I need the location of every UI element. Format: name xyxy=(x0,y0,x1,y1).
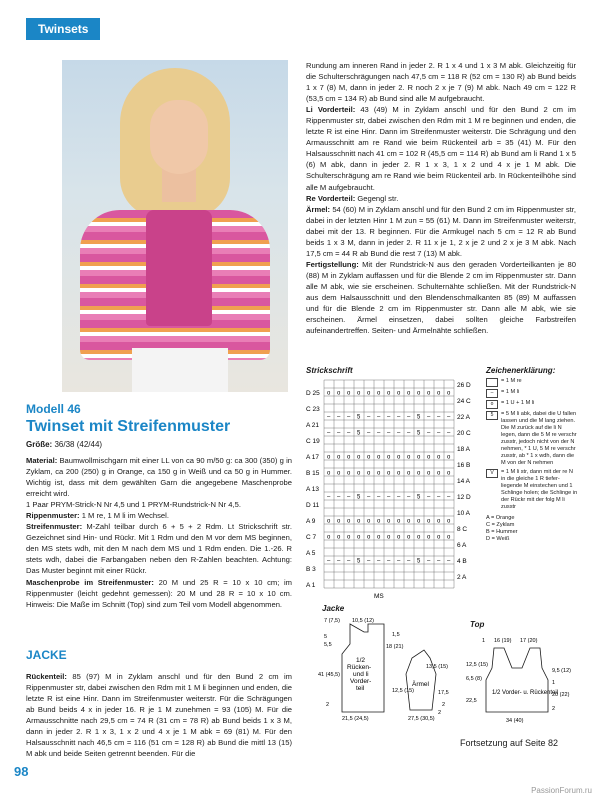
chart-row-label: A 21 xyxy=(306,422,320,429)
chart-row-label: 18 A xyxy=(457,446,471,453)
chart-symbol: o xyxy=(407,390,411,397)
chart-grid xyxy=(324,380,454,588)
chart-symbol: – xyxy=(337,414,341,421)
chart-symbol: o xyxy=(337,470,341,477)
legend-item: o = 1 U + 1 M li xyxy=(486,400,578,409)
top-schematic xyxy=(464,628,584,724)
jacke-back-label: 1/2 Rücken-und li Vorder-teil xyxy=(347,657,372,692)
svg-text:17 (20): 17 (20) xyxy=(520,638,538,644)
color-key-item: D = Weiß xyxy=(486,536,510,542)
chart-symbol: o xyxy=(447,390,451,397)
jacke-schematic xyxy=(306,614,466,724)
chart-row-label: C 7 xyxy=(306,534,317,541)
chart-symbol: – xyxy=(337,558,341,565)
chart-symbol: o xyxy=(347,534,351,541)
chart-symbol: – xyxy=(427,494,431,501)
chart-symbol: o xyxy=(397,390,401,397)
paragraph: Fertigstellung: Mit der Rundstrick-N aus den geraden Vorderteilkanten je 80 (88) M in Zyklam auffassen und für die Blende 2 cm im Rippenmuster str. Dann alle M abk, wie sie erscheinen. Schulternähte schließen. Mit der Rundstrick-N aus dem Halsausschnitt und den Blendenschmalkanten 85 (89) M auffassen und für die Blende 2 cm im Rippenmuster str. Dann alle M abk, wie sie erscheinen. Ärmel einsetzen, dabei sollten gleiche Farbstreifen aufeinandertreffen. Seiten- und Ärmelnähte schließen. xyxy=(306,259,576,336)
chart-symbol: – xyxy=(437,430,441,437)
chart-symbol: o xyxy=(367,534,371,541)
chart-symbol: o xyxy=(427,470,431,477)
chart-symbol: o xyxy=(337,534,341,541)
chart-symbol: – xyxy=(367,414,371,421)
chart-symbol: – xyxy=(387,414,391,421)
legend-item: – = 1 M li xyxy=(486,389,578,398)
chart-symbol: – xyxy=(377,558,381,565)
chart-row-label: 2 A xyxy=(457,574,467,581)
chart-symbol: o xyxy=(447,518,451,525)
chart-symbol: o xyxy=(437,534,441,541)
paragraph: Rundung am inneren Rand in jeder 2. R 1 x 4 und 1 x 3 M abk. Gleichzeitig für die Schulterschrägungen nach 47,5 cm = 118 R (52 cm = 130 R) ab Bund beids 1 x 7 (8) M, dann in jeder 2. R noch 2 x je 7 (9) M abk. Nach 49 cm = 122 R (53,5 cm = 134 R) ab Bund sind alle M aufgebraucht. xyxy=(306,61,576,104)
chart-symbol: o xyxy=(417,470,421,477)
svg-text:6,5 (8): 6,5 (8) xyxy=(466,676,482,682)
chart-symbol: – xyxy=(407,430,411,437)
size-label: Größe: xyxy=(26,440,53,449)
chart-symbol: o xyxy=(387,390,391,397)
chart-symbol: o xyxy=(397,470,401,477)
chart-symbol: o xyxy=(397,534,401,541)
chart-symbol: – xyxy=(407,558,411,565)
chart-symbol: o xyxy=(437,454,441,461)
chart-symbol: o xyxy=(447,454,451,461)
chart-symbol: o xyxy=(437,518,441,525)
chart-symbol: o xyxy=(417,518,421,525)
chart-row-label: 24 C xyxy=(457,398,471,405)
chart-symbol: – xyxy=(377,414,381,421)
chart-row-label: 12 D xyxy=(457,494,471,501)
chart-symbol: o xyxy=(377,454,381,461)
svg-text:12,5 (15): 12,5 (15) xyxy=(392,688,415,694)
instructions-left xyxy=(26,455,292,610)
chart-symbol: o xyxy=(337,518,341,525)
chart-symbol: o xyxy=(417,454,421,461)
svg-text:34 (40): 34 (40) xyxy=(506,718,524,724)
svg-text:27,5 (30,5): 27,5 (30,5) xyxy=(408,716,435,722)
chart-symbol: o xyxy=(357,518,361,525)
svg-text:2: 2 xyxy=(442,702,446,708)
chart-symbol: – xyxy=(347,430,351,437)
photo-jeans xyxy=(132,348,228,392)
chart-row-label: 14 A xyxy=(457,478,471,485)
schematic-label-top: Top xyxy=(470,620,485,629)
chart-symbol: o xyxy=(347,390,351,397)
chart-symbol: – xyxy=(377,494,381,501)
chart-symbol: – xyxy=(387,494,391,501)
legend xyxy=(486,378,578,543)
chart-symbol: o xyxy=(327,390,331,397)
svg-text:9,5 (12): 9,5 (12) xyxy=(552,668,571,674)
chart-symbol: – xyxy=(327,430,331,437)
schematic-label-jacke: Jacke xyxy=(322,604,345,613)
chart-symbol: o xyxy=(387,454,391,461)
chart-symbol: – xyxy=(327,494,331,501)
svg-text:13,5 (15): 13,5 (15) xyxy=(426,664,449,670)
chart-row-label: B 15 xyxy=(306,470,320,477)
chart-symbol: o xyxy=(387,518,391,525)
chart-row-label: 22 A xyxy=(457,414,471,421)
chart-symbol: o xyxy=(377,470,381,477)
chart-symbol: o xyxy=(437,390,441,397)
chart-symbol: o xyxy=(357,534,361,541)
paragraph: 1 Paar PRYM-Strick-N Nr 4,5 und 1 PRYM-Rundstrick-N Nr 4,5. xyxy=(26,500,241,510)
chart-symbol: o xyxy=(327,518,331,525)
paragraph: Ärmel: 54 (60) M in Zyklam anschl und für den Bund 2 cm im Rippenmuster str, dabei in der letzten Hinr 1 M zun = 55 (61) M. Dann im Streifenmuster weiterstr, dabei mit der 13. R beginnen. Für die Armkugel nach 5 cm = 12 R ab Bund beids 1 x 3 M, dann in jeder 2. R 11 x je 1, 2 x je 2 und 2 x je 3 M abk. Nach 17,5 cm = 44 R ab Bund die rest 7 (13) M abk. xyxy=(306,204,576,258)
instructions-right xyxy=(306,60,576,336)
chart-row-label: 26 D xyxy=(457,382,471,389)
chart-symbol: – xyxy=(367,430,371,437)
chart-symbol: o xyxy=(347,454,351,461)
chart-symbol: o xyxy=(397,518,401,525)
chart-symbol: o xyxy=(377,390,381,397)
chart-symbol: – xyxy=(367,558,371,565)
chart-symbol: o xyxy=(427,454,431,461)
chart-symbol: 5 xyxy=(357,558,361,565)
svg-text:22,5: 22,5 xyxy=(466,698,477,704)
chart-symbol: o xyxy=(377,518,381,525)
chart-row-label: A 1 xyxy=(306,582,316,589)
chart-symbol: o xyxy=(427,534,431,541)
chart-symbol: o xyxy=(357,470,361,477)
chart-symbol: o xyxy=(427,390,431,397)
chart-symbol: o xyxy=(337,454,341,461)
model-title: Twinset mit Streifenmuster xyxy=(26,418,231,435)
svg-text:1: 1 xyxy=(482,638,486,644)
chart-symbol: o xyxy=(387,470,391,477)
svg-text:17,5: 17,5 xyxy=(438,690,449,696)
chart-row-label: 8 C xyxy=(457,526,468,533)
chart-symbol: 5 xyxy=(357,430,361,437)
paragraph: Maschenprobe im Streifenmuster: 20 M und 25 R = 10 x 10 cm; im Rippenmuster (leicht gedehnt gemessen): 20 M und 28 R = 10 x 10 cm. Hinweis: Die Maße im Schnitt (Top) sind zum Teil vom Modell abgenommen. xyxy=(26,577,292,609)
chart-symbol: – xyxy=(447,494,451,501)
svg-text:16 (19): 16 (19) xyxy=(494,638,512,644)
chart-symbol: – xyxy=(397,494,401,501)
chart-symbol: – xyxy=(407,414,411,421)
chart-symbol: o xyxy=(407,470,411,477)
chart-symbol: – xyxy=(427,414,431,421)
chart-symbol: o xyxy=(347,470,351,477)
chart-symbol: – xyxy=(447,430,451,437)
chart-row-label: A 13 xyxy=(306,486,320,493)
chart-symbol: – xyxy=(327,558,331,565)
svg-text:5: 5 xyxy=(324,634,328,640)
chart-row-label: A 9 xyxy=(306,518,316,525)
chart-symbol: – xyxy=(397,558,401,565)
chart-symbol: – xyxy=(397,430,401,437)
chart-symbol: o xyxy=(327,470,331,477)
chart-repeat-label: MS xyxy=(374,593,384,600)
svg-text:12,5 (15): 12,5 (15) xyxy=(466,662,489,668)
chart-symbol: – xyxy=(367,494,371,501)
chart-symbol: o xyxy=(447,470,451,477)
svg-text:21,5 (24,5): 21,5 (24,5) xyxy=(342,716,369,722)
chart-symbol: o xyxy=(377,534,381,541)
svg-text:2: 2 xyxy=(326,702,330,708)
svg-text:5,5: 5,5 xyxy=(324,642,332,648)
chart-symbol: o xyxy=(367,470,371,477)
legend-title: Zeichenerklärung: xyxy=(486,366,556,375)
chart-symbol: – xyxy=(437,414,441,421)
svg-text:41 (45,5): 41 (45,5) xyxy=(318,672,341,678)
chart-symbol: o xyxy=(407,454,411,461)
photo-top xyxy=(146,210,212,326)
chart-symbol: 5 xyxy=(357,414,361,421)
chart-symbol: – xyxy=(447,414,451,421)
watermark: PassionForum.ru xyxy=(531,786,592,795)
chart-symbol: o xyxy=(437,470,441,477)
photo-face xyxy=(150,100,208,174)
chart-symbol: o xyxy=(417,534,421,541)
chart-symbol: o xyxy=(357,390,361,397)
svg-text:18 (21): 18 (21) xyxy=(386,644,404,650)
chart-title: Strickschrift xyxy=(306,366,353,375)
chart-symbol: o xyxy=(327,454,331,461)
chart-symbol: – xyxy=(387,558,391,565)
svg-text:1/2 Vorder- u. Rückenteil: 1/2 Vorder- u. Rückenteil xyxy=(492,690,559,696)
legend-item: 5 = 5 M li abk, dabei die U fallen lassen und die M lang ziehen. Die M zurück auf die li N legen, dann die 5 M re verschr zusstr, jedoch nicht von der N nehmen, * 1 U, 5 M re verschr zusstr, ab * 1 x wdh, dann die M von der N nehmen xyxy=(486,411,578,467)
color-key-item: C = Zyklam xyxy=(486,522,515,528)
chart-symbol: – xyxy=(437,558,441,565)
chart-symbol: – xyxy=(407,494,411,501)
chart-symbol: o xyxy=(417,390,421,397)
chart-row-label: 20 C xyxy=(457,430,471,437)
chart-symbol: 5 xyxy=(357,494,361,501)
page-number: 98 xyxy=(14,764,29,779)
paragraph: Rippenmuster: 1 M re, 1 M li im Wechsel. xyxy=(26,511,169,521)
svg-text:10,5 (12): 10,5 (12) xyxy=(352,618,375,624)
chart-row-label: A 5 xyxy=(306,550,316,557)
chart-symbol: – xyxy=(347,414,351,421)
chart-row-label: C 23 xyxy=(306,406,320,413)
continued-note: Fortsetzung auf Seite 82 xyxy=(460,738,559,748)
chart-row-label: 10 A xyxy=(457,510,471,517)
chart-symbol: – xyxy=(427,430,431,437)
chart-symbol: o xyxy=(367,454,371,461)
chart-symbol: o xyxy=(367,518,371,525)
chart-labels xyxy=(306,382,471,600)
svg-text:7 (7,5): 7 (7,5) xyxy=(324,618,340,624)
chart-row-label: D 11 xyxy=(306,502,320,509)
svg-text:2: 2 xyxy=(552,706,556,712)
chart-symbol: o xyxy=(367,390,371,397)
paragraph: Rückenteil: 85 (97) M in Zyklam anschl und für den Bund 2 cm im Rippenmuster str, dabei zwischen den Rdm mit 1 M li beginnen und enden, die letzte R ist eine Hinr. Dann im Streifenmuster weiterstr. Für die Schrägungen ab Bund beids 4 x in jeder 16. R je 1 M zunehmen = 93 (105) M. Für die Armausschnitte nach 29,5 cm = 74 R (31 cm = 78 R) ab Bund beids 1 x 3 M, dann in jeder 2. R 1 x 3, 1 x 2 und 4 x je 1 M abk = 69 (81) M. Für den Halsausschnitt nach 46,5 cm = 116 (51 cm = 128 R) ab Bund die mittl 13 (15) M abk und beide Seiten getrennt beenden. Für die xyxy=(26,671,292,758)
chart-symbol: o xyxy=(447,534,451,541)
chart-row-label: 6 A xyxy=(457,542,467,549)
chart-row-label: 4 B xyxy=(457,558,467,565)
chart-symbol: – xyxy=(327,414,331,421)
paragraph: Streifenmuster: M-Zahl teilbar durch 6 + 5 + 2 Rdm. Lt Strickschrift str. Gezeichnet sind Hin- und Rückr. Mit 1 Rdm und den M vor dem MS beginnen, den MS stets wdh, mit den M nach dem MS und 1 Rdm enden. Die 1.-26. R stets wdh, dabei die Farbangaben neben den R-Zahlen beachten. Achtung: Das Muster beginnt mit einer Rückr. xyxy=(26,522,292,576)
chart-row-label: C 19 xyxy=(306,438,320,445)
chart-symbol: – xyxy=(347,558,351,565)
chart-symbol: – xyxy=(387,430,391,437)
chart-symbol: – xyxy=(337,494,341,501)
legend-item: V = 1 M li str, dann mit der re N in die gleiche 1 R tiefer- liegende M einstechen und 1 Schlinge holen; die Schlinge in der Rückr mit der folg M li zusstr xyxy=(486,469,578,511)
chart-symbol: – xyxy=(437,494,441,501)
section-heading-jacke: JACKE xyxy=(26,648,67,662)
chart-symbol: o xyxy=(387,534,391,541)
model-photo xyxy=(62,60,288,392)
chart-symbol: 5 xyxy=(417,558,421,565)
chart-symbol: o xyxy=(427,518,431,525)
svg-text:2: 2 xyxy=(438,710,442,716)
chart-row-label: A 17 xyxy=(306,454,320,461)
color-key xyxy=(486,515,578,543)
chart-symbol: – xyxy=(427,558,431,565)
svg-text:20 (22): 20 (22) xyxy=(552,692,570,698)
legend-item: = 1 M re xyxy=(486,378,578,387)
chart-symbol: 5 xyxy=(417,494,421,501)
size-line xyxy=(26,440,102,449)
chart-row-label: 16 B xyxy=(457,462,471,469)
section-tag: Twinsets xyxy=(26,18,100,40)
chart-symbol: o xyxy=(397,454,401,461)
paragraph: Li Vorderteil: 43 (49) M in Zyklam anschl und für den Bund 2 cm im Rippenmuster str, dabei zwischen den Rdm mit 1 M re beginnen und enden, die letzte R ist eine Hinr. Dann im Streifenmuster weiterstr. Die Schrägung und den Armausschnitt am re Rand wie beim Rückenteil arb = 35 (41) M. Für den Halsausschnitt nach 41 cm = 102 R (45,5 cm = 114 R) ab Bund am li Rand 1 x 5 (6) M abk, dann in jeder 2. R 1 x 3, 1 x 2 und 4 x je 1 M abk. Die Schulterschrägung am re Rand wie beim Rückenteil arb. In Rückenteilhöhe sind alle M aufgebraucht. xyxy=(306,105,576,192)
chart-symbol: – xyxy=(337,430,341,437)
sleeve-label: Ärmel xyxy=(412,681,429,688)
chart-symbol: – xyxy=(397,414,401,421)
chart-row-label: B 3 xyxy=(306,566,316,573)
paragraph: Re Vorderteil: Gegengl str. xyxy=(306,193,399,203)
chart-symbol: o xyxy=(337,390,341,397)
chart-symbol: 5 xyxy=(417,414,421,421)
svg-text:1: 1 xyxy=(552,680,556,686)
model-number: Modell 46 xyxy=(26,402,81,416)
svg-text:1,5: 1,5 xyxy=(392,632,400,638)
chart-symbol: – xyxy=(447,558,451,565)
color-key-item: B = Hummer xyxy=(486,529,518,535)
knitting-chart xyxy=(306,376,482,602)
chart-symbol: o xyxy=(357,454,361,461)
color-key-item: A = Orange xyxy=(486,515,515,521)
instructions-jacke xyxy=(26,663,292,767)
chart-symbol: o xyxy=(407,518,411,525)
chart-symbol: 5 xyxy=(417,430,421,437)
chart-symbol: – xyxy=(347,494,351,501)
paragraph: Material: Baumwollmischgarn mit einer LL von ca 90 m/50 g: ca 300 (350) g in Zyklam, ca 200 (250) g in Orange, ca 150 g in Weiß und ca 50 g in Hummer. Wichtig ist, dass mit dem gewählten Garn die angegebene Maschenprobe erreicht wird. xyxy=(26,456,292,499)
chart-symbol: – xyxy=(377,430,381,437)
chart-symbol: o xyxy=(347,518,351,525)
chart-row-label: D 25 xyxy=(306,390,320,397)
chart-symbol: o xyxy=(407,534,411,541)
chart-symbol: o xyxy=(327,534,331,541)
size-value: 36/38 (42/44) xyxy=(54,440,103,449)
